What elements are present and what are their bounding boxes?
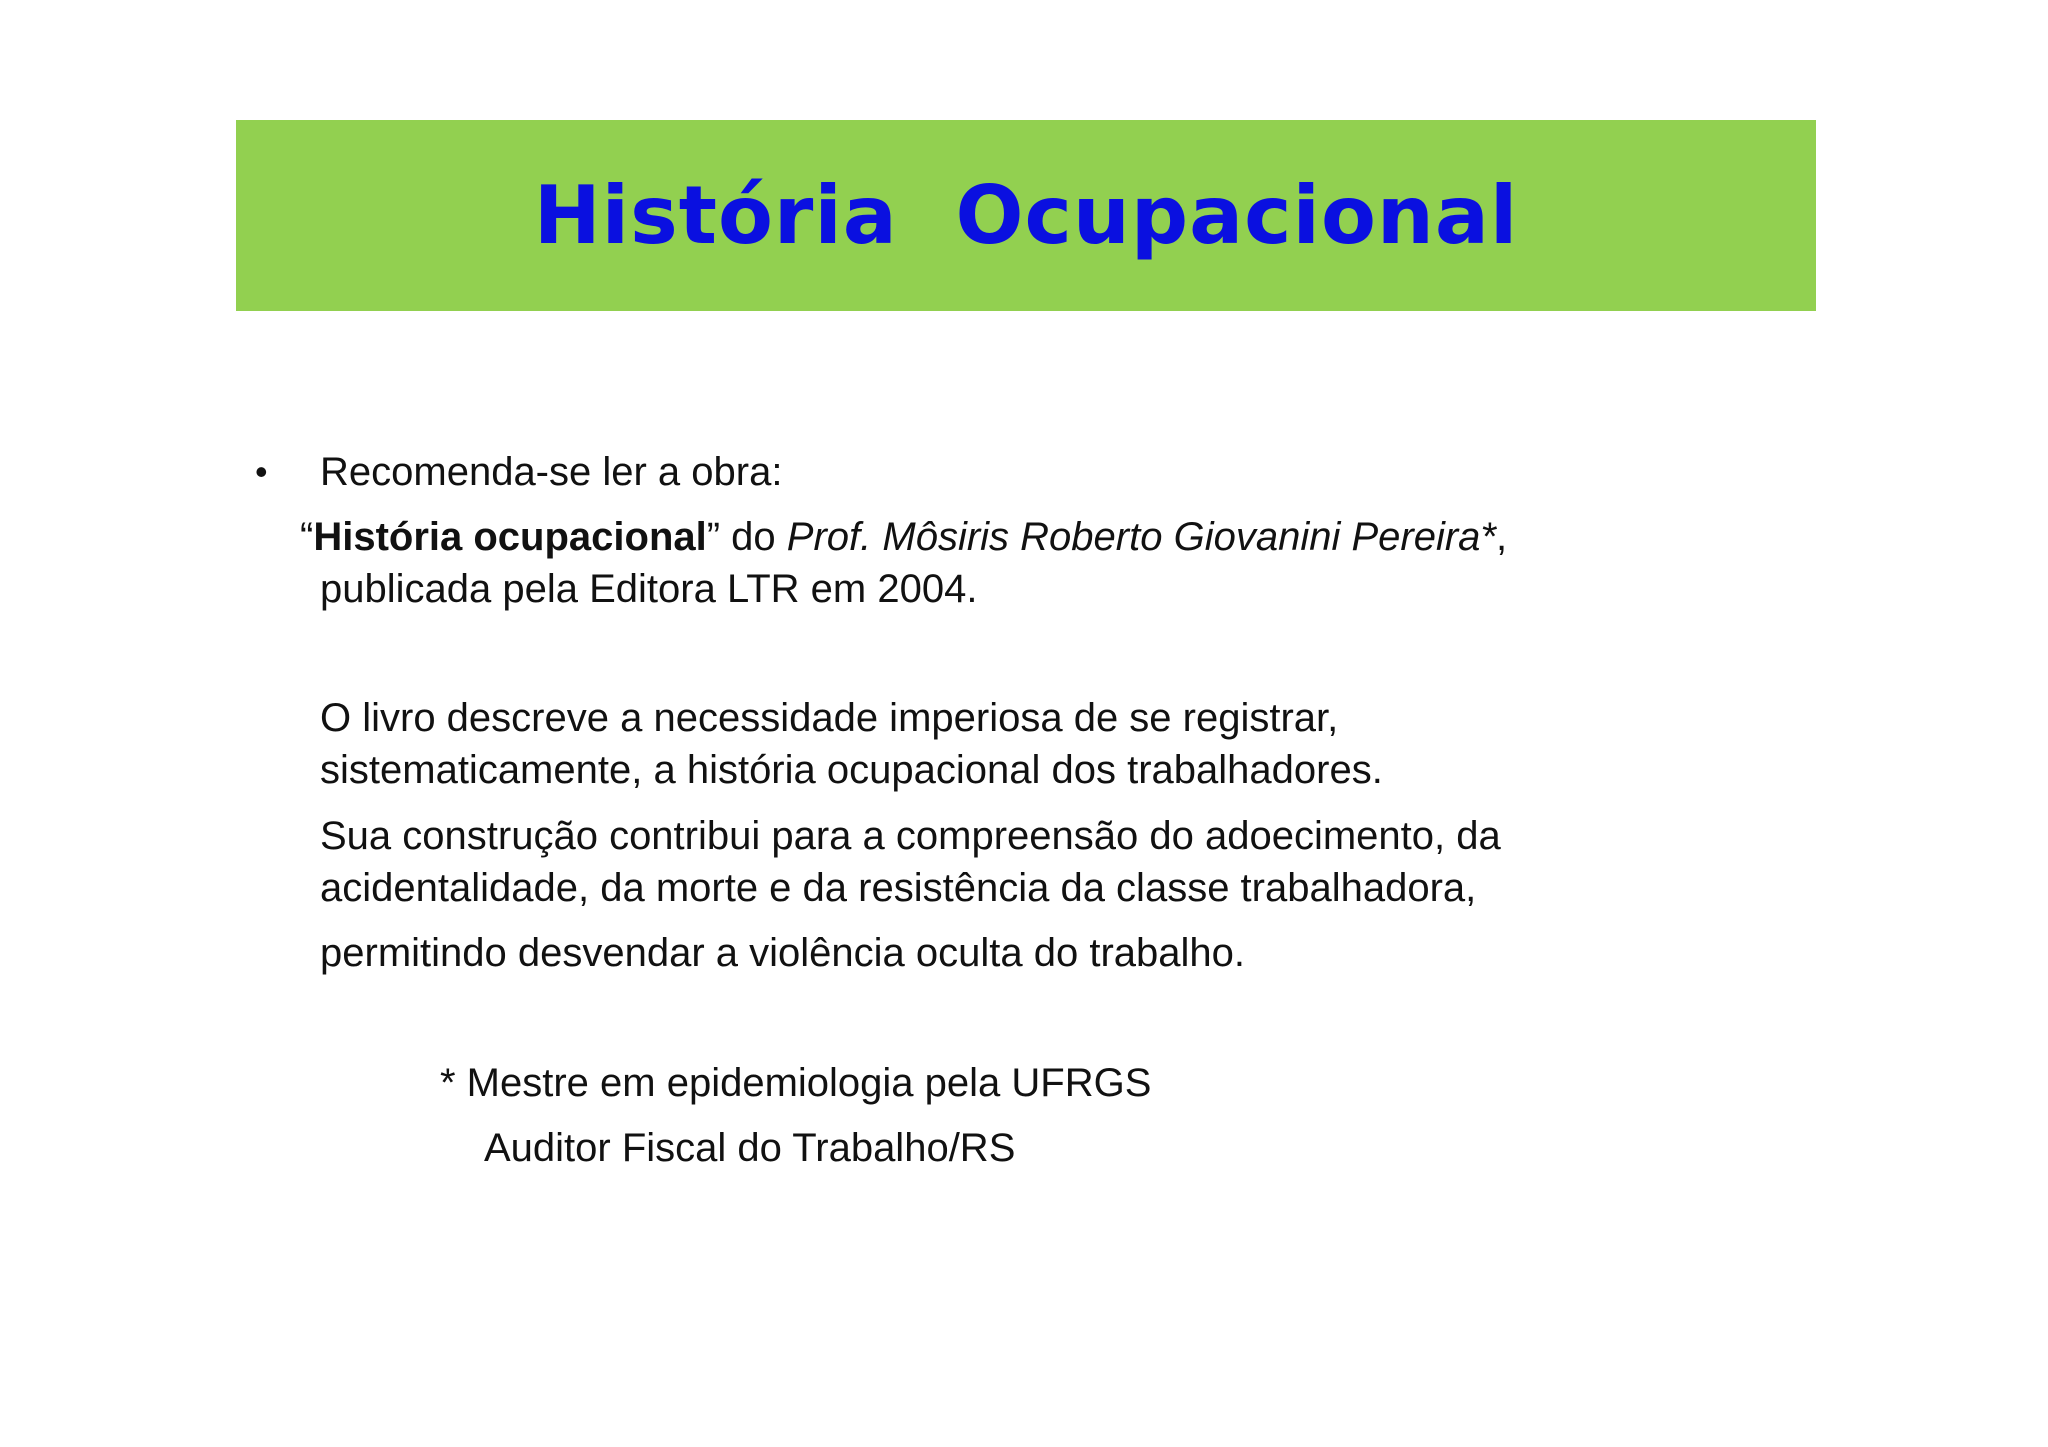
- recommendation-intro: Recomenda-se ler a obra:: [320, 450, 783, 494]
- author-comma: ,: [1495, 515, 1508, 559]
- book-reference-line: [300, 511, 1507, 564]
- slide-title: História Ocupacional: [533, 168, 1519, 262]
- publication-info: publicada pela Editora LTR em 2004.: [320, 567, 978, 611]
- construction-line-1: Sua construção contribui para a compreensão do adoecimento, da: [320, 814, 1501, 858]
- book-description-line-2: sistematicamente, a história ocupacional dos trabalhadores.: [320, 748, 1383, 792]
- book-title: História ocupacional: [313, 515, 707, 559]
- construction-line-2: acidentalidade, da morte e da resistência da classe trabalhadora,: [320, 866, 1477, 910]
- footnote-position: Auditor Fiscal do Trabalho/RS: [484, 1126, 1016, 1170]
- bullet-point-icon: •: [255, 451, 268, 492]
- book-description-line-1: O livro descreve a necessidade imperiosa de se registrar,: [320, 696, 1339, 740]
- construction-line-3: permitindo desvendar a violência oculta do trabalho.: [320, 931, 1246, 975]
- quote-by: ” do: [706, 515, 787, 559]
- book-author: Prof. Môsiris Roberto Giovanini Pereira*: [786, 515, 1496, 559]
- footnote-degree: * Mestre em epidemiologia pela UFRGS: [440, 1061, 1152, 1105]
- open-quote: “: [300, 515, 314, 559]
